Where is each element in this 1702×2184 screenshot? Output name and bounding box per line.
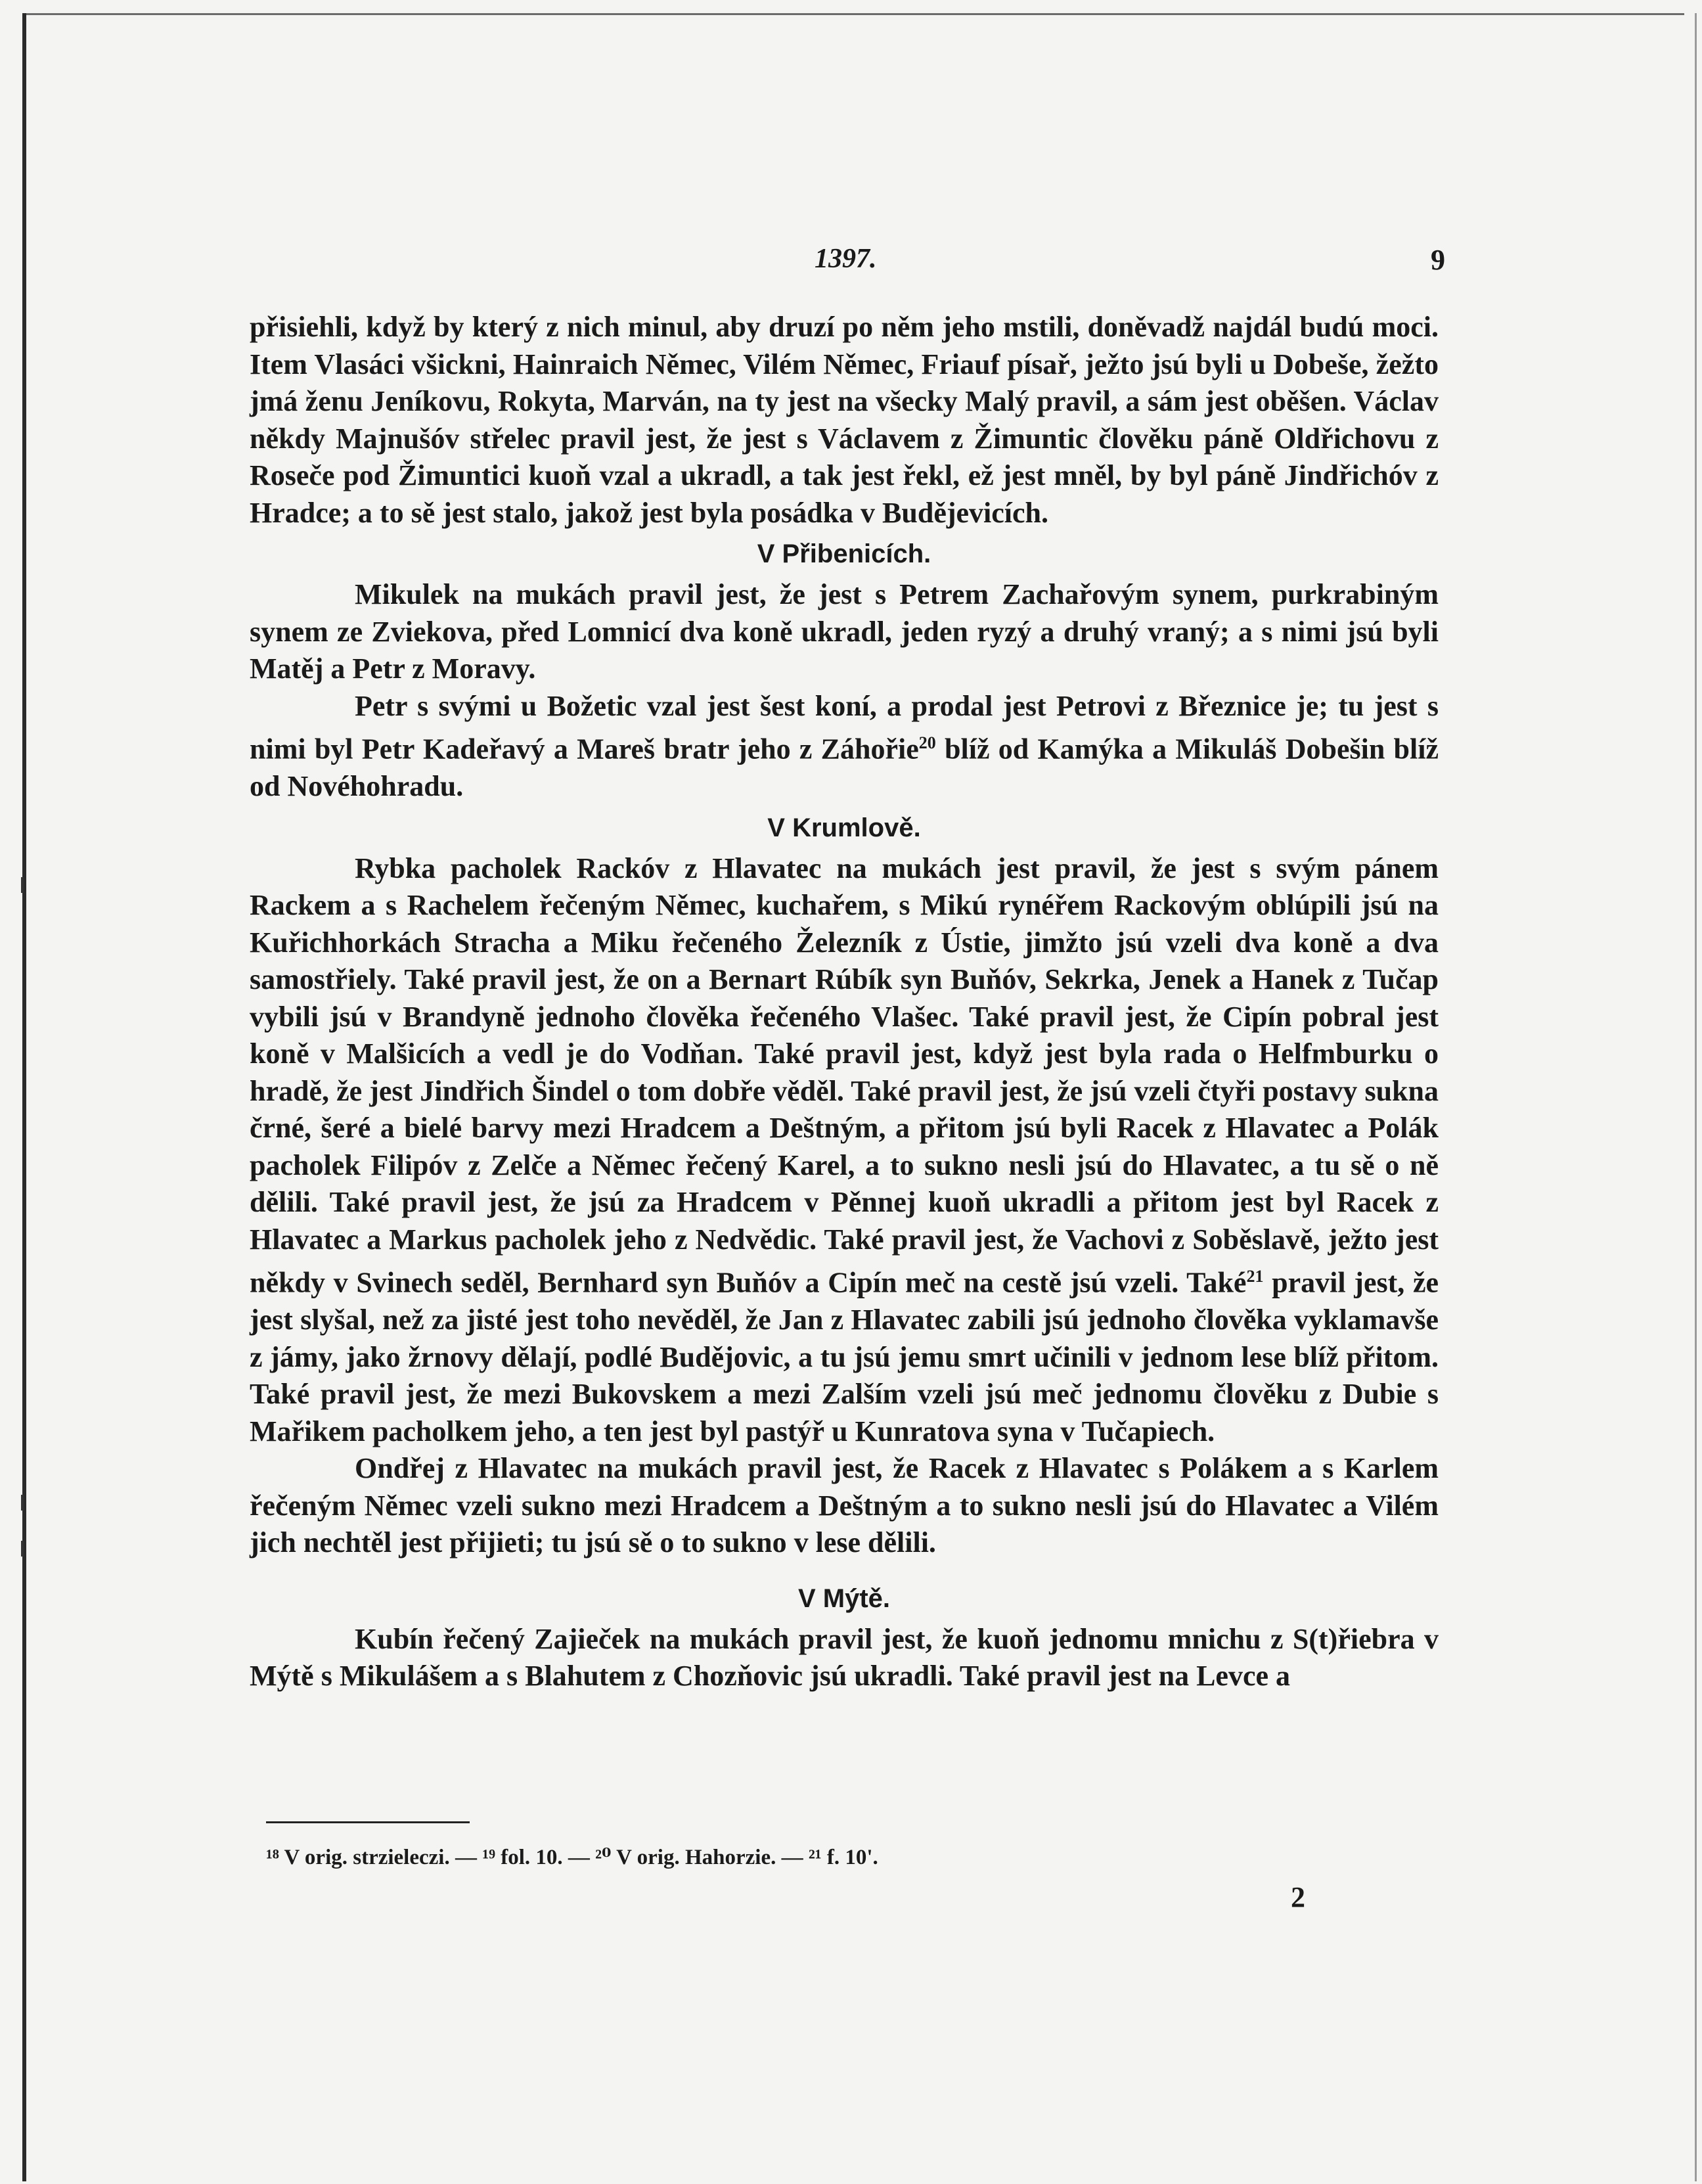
paragraph: [250, 688, 1439, 806]
page-border-left: [22, 13, 26, 2181]
section-heading: V Krumlově.: [767, 813, 921, 842]
page-border-top: [22, 13, 1684, 15]
page-number: 9: [1431, 244, 1445, 276]
footnotes: ¹⁸ V orig. strzieleczi. — ¹⁹ fol. 10. — ²⁰ V orig. Hahorzie. — ²¹ f. 10'.: [266, 1846, 878, 1869]
section-heading: V Mýtě.: [797, 1583, 891, 1613]
footnote-separator: [266, 1821, 470, 1823]
signature-mark: 2: [1291, 1881, 1305, 1913]
body-text: [250, 309, 1439, 1695]
paragraph-text: Petr s svými u Božetic vzal jest šest koní, a prodal jest Petrovi z Březnice je; tu jest s nimi byl Petr Kadeřavý a Mareš bratr jeho z Záhořie: [250, 689, 1439, 765]
footnote-marker: 20: [918, 733, 936, 752]
paragraph: Kubín řečený Zajieček na mukách pravil jest, že kuoň jednomu mnichu z S(t)řiebra v Mýtě s Mikulášem a s Blahutem z Chozňovic jsú ukradli. Také pravil jest na Levce a: [250, 1622, 1439, 1693]
running-header: [250, 243, 1445, 283]
paragraph-text: Rybka pacholek Rackóv z Hlavatec na mukách jest pravil, že jest s svým pánem Rackem a s Rachelem řečeným Němec, kuchařem, s Mikú rynéřem Rackovým oblúpili jsú na Kuřichhorkách Stracha a Miku řečeného Železník z Ústie, jimžto jsú vzeli dva koně a dva samostřiely. Také pravil jest, že on a Bernart Rúbík syn Buňóv, Sekrka, Jenek a Hanek z Tučap vybili jsú v Brandyně jednoho člověka řečeného Vlašec. Také pravil jest, že Cipín pobral jest koně v Malšicích a vedl je do Vodňan. Také pravil jest, když jest byla rada o Helfmburku o hradě, že jest Jindřich Šindel o tom dobře věděl. Také pravil jest, že jsú vzeli čtyři postavy sukna črné, šeré a bielé barvy mezi Hradcem a Deštným, a přitom jsú byli Racek z Hlavatec a Polák pacholek Filipóv z Zelče a Němec řečený Karel, a to sukno nesli jsú do Hlavatec, a tu sě o ně dělili. Také pravil jest, že jsú za Hradcem v Pěnnej kuoň ukradli a přitom jest byl Racek z Hlavatec a Markus pacholek jeho z Nedvědic. Také pravil jest, že Vachovi z Soběslavě, ježto jest někdy v Svinech seděl, Bernhard syn Buňóv a Cipín meč na cestě jsú vzeli. Také: [250, 852, 1439, 1299]
paragraph: Ondřej z Hlavatec na mukách pravil jest, že Racek z Hlavatec s Polákem a s Karlem řečeným Němec vzeli sukno mezi Hradcem a Deštným a to sukno nesli jsú do Hlavatec a Vilém jich nechtěl jest přijieti; tu jsú sě o to sukno v lese dělili.: [250, 1452, 1439, 1559]
paragraph: Mikulek na mukách pravil jest, že jest s Petrem Zachařovým synem, purkrabiným synem ze Zviekova, před Lomnicí dva koně ukradl, jeden ryzý a druhý vraný; a s nimi jsú byli Matěj a Petr z Moravy.: [250, 578, 1439, 685]
binding-mark: [21, 1495, 24, 1511]
paragraph: přisiehli, když by který z nich minul, aby druzí po něm jeho mstili, doněvadž najdál budú moci. Item Vlasáci všickni, Hainraich Němec, Vilém Němec, Friauf písař, ježto jsú byli u Dobeše, žežto jmá ženu Jeníkovu, Rokyta, Marván, na ty jest na všecky Malý pravil, a sám jest oběšen. Václav někdy Majnušóv střelec pravil jest, že jest s Václavem z Žimuntic člověku páně Oldřichovu z Roseče pod Žimuntici kuoň vzal a ukradl, a tak jest řekl, ež jest mněl, by byl páně Jindřichóv z Hradce; a to sě jest stalo, jakož jest byla posádka v Budějevicích.: [250, 311, 1439, 529]
paragraph: [250, 850, 1439, 1451]
footnote-marker: 21: [1246, 1267, 1264, 1286]
section-heading: V Přibenicích.: [757, 539, 931, 568]
paragraph-text: blíž od Kamýka a Mikuláš Dobešin blíž od Novéhohradu.: [250, 733, 1439, 803]
binding-mark: [21, 1541, 24, 1557]
page-border-right: [1695, 13, 1697, 2181]
header-year: 1397.: [815, 244, 877, 274]
binding-mark: [21, 877, 24, 893]
paragraph-text: pravil jest, že jest slyšal, než za jisté jest toho nevěděl, že Jan z Hlavatec zabili jsú jednoho člověka vyklamavše z jámy, jako žrnovy dělají, podlé Budějovic, a tu jsú jemu smrt učinili v jednom lese blíž přitom. Také pravil jest, že mezi Bukovskem a mezi Zalším vzeli jsú meč jednomu člověku z Dubie s Mařikem pacholkem jeho, a ten jest byl pastýř u Kunratova syna v Tučapiech.: [250, 1266, 1439, 1447]
